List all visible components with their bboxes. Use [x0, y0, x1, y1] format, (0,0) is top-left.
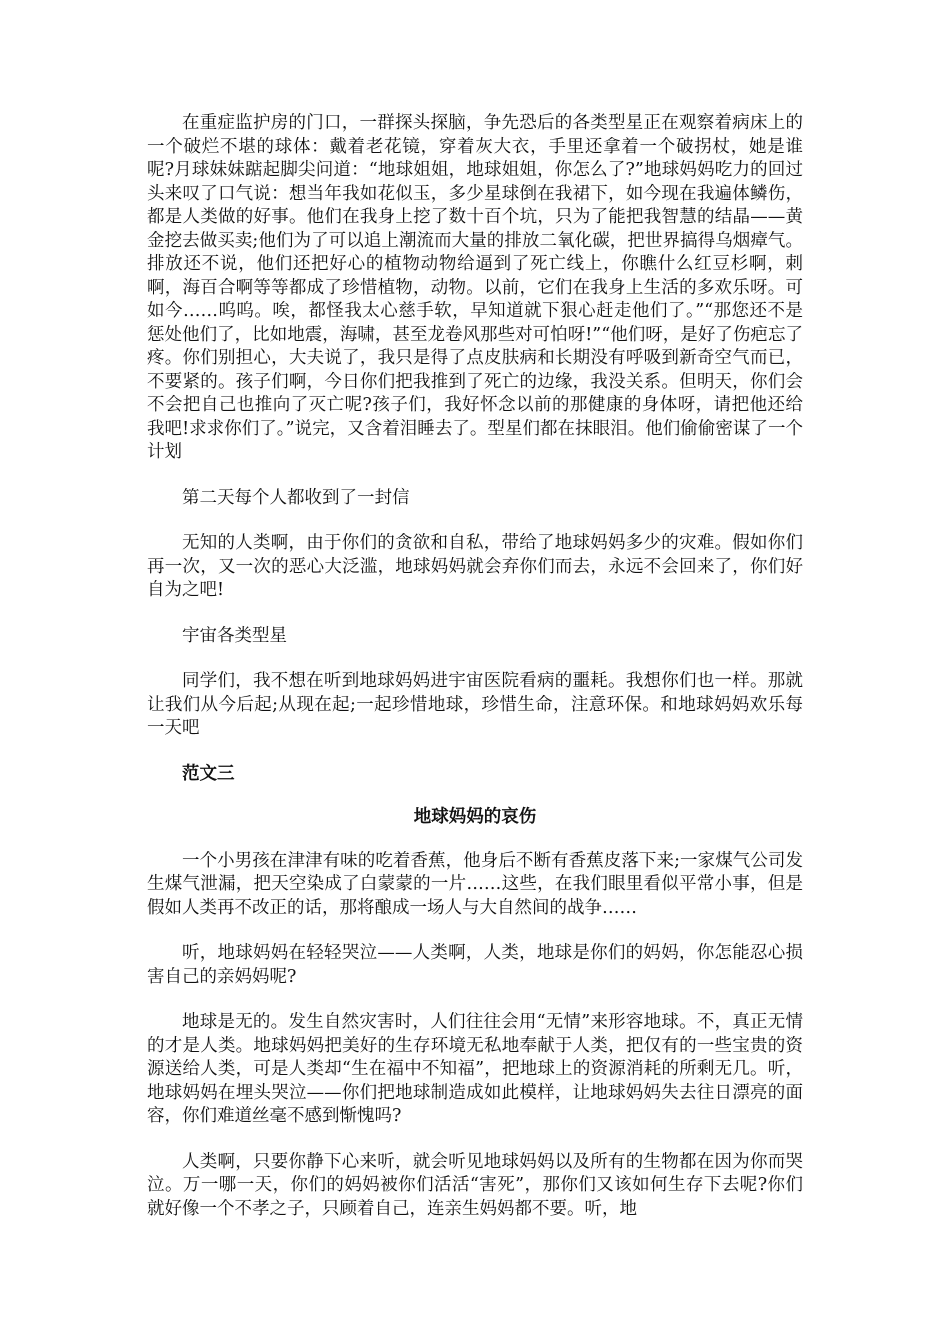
paragraph-banana-gas: 一个小男孩在津津有味的吃着香蕉，他身后不断有香蕉皮落下来;一家煤气公司发生煤气泄漏，把天空染成了白蒙蒙的一片……这些，在我们眼里看似平常小事，但是假如人类再不改正的话，那将酿成一场人与大自然间的战争…… — [147, 850, 803, 918]
paragraph-letter-signature: 宇宙各类型星 — [182, 625, 287, 646]
essay-title: 地球妈妈的哀伤 — [413, 807, 537, 827]
paragraph-earth-selfless: 地球是无的。发生自然灾害时，人们往往会用“无情”来形容地球。不，真正无情的才是人类。地球妈妈把美好的生存环境无私地奉献于人类，把仅有的一些宝贵的资源送给人类，可是人类却“生在福中不知福”，把地球上的资源消耗的所剩无几。听，地球妈妈在埋头哭泣——你们把地球制造成如此模样，让地球妈妈失去往日漂亮的面容，你们难道丝毫不感到惭愧吗? — [147, 1012, 803, 1126]
paragraph-closing-appeal: 同学们，我不想在听到地球妈妈进宇宙医院看病的噩耗。我想你们也一样。那就让我们从今后起;从现在起;一起珍惜地球，珍惜生命，注意环保。和地球妈妈欢乐每一天吧 — [147, 671, 803, 738]
paragraph-starship-ward: 在重症监护房的门口，一群探头探脑，争先恐后的各类型星正在观察着病床上的一个破烂不堪的球体：戴着老花镜，穿着灰大衣，手里还拿着一个破拐杖，她是谁呢?月球妹妹踮起脚尖问道：“地球姐姐，地球姐姐，你怎么了?”地球妈妈吃力的回过头来叹了口气说：想当年我如花似玉，多少星球倒在我裙下，如今现在我遍体鳞伤，都是人类做的好事。他们在我身上挖了数十百个坑，只为了能把我智慧的结晶——黄金挖去做买卖;他们为了可以追上潮流而大量的排放二氧化碳，把世界搞得乌烟瘴气。排放还不说，他们还把好心的植物动物给逼到了死亡线上，你瞧什么红豆杉啊，刺啊，海百合啊等等都成了珍惜植物，动物。以前，它们在我身上生活的多欢乐呀。可如今……呜呜。唉，都怪我太心慈手软，早知道就下狠心赶走他们了。”“那您还不是惩处他们了，比如地震，海啸，甚至龙卷风那些对可怕呀!”“他们呀，是好了伤疤忘了疼。你们别担心，大夫说了，我只是得了点皮肤病和长期没有呼吸到新奇空气而已，不要紧的。孩子们啊，今日你们把我推到了死亡的边缘，我没关系。但明天，你们会不会把自己也推向了灭亡呢?孩子们，我好怀念以前的那健康的身体呀，请把他还给我吧!求求你们了。”说完，又含着泪睡去了。型星们都在抹眼泪。他们偷偷密谋了一个计划 — [147, 113, 803, 462]
paragraph-earth-crying: 听，地球妈妈在轻轻哭泣——人类啊，人类，地球是你们的妈妈，你怎能忍心损害自己的亲妈妈呢? — [147, 943, 803, 987]
paragraph-letter-body: 无知的人类啊，由于你们的贪欲和自私，带给了地球妈妈多少的灾难。假如你们再一次，又一次的恶心大泛滥，地球妈妈就会弃你们而去，永远不会回来了，你们好自为之吧! — [147, 533, 803, 600]
document-body — [147, 112, 803, 1243]
section-label: 范文三 — [182, 763, 235, 784]
paragraph-humans-listen: 人类啊，只要你静下心来听，就会听见地球妈妈以及所有的生物都在因为你而哭泣。万一哪一天，你们的妈妈被你们活活“害死”，那你们又该如何生存下去呢?你们就好像一个不孝之子，只顾着自己，连亲生妈妈都不要。听，地 — [147, 1151, 803, 1219]
paragraph-next-day-letter: 第二天每个人都收到了一封信 — [182, 487, 410, 508]
